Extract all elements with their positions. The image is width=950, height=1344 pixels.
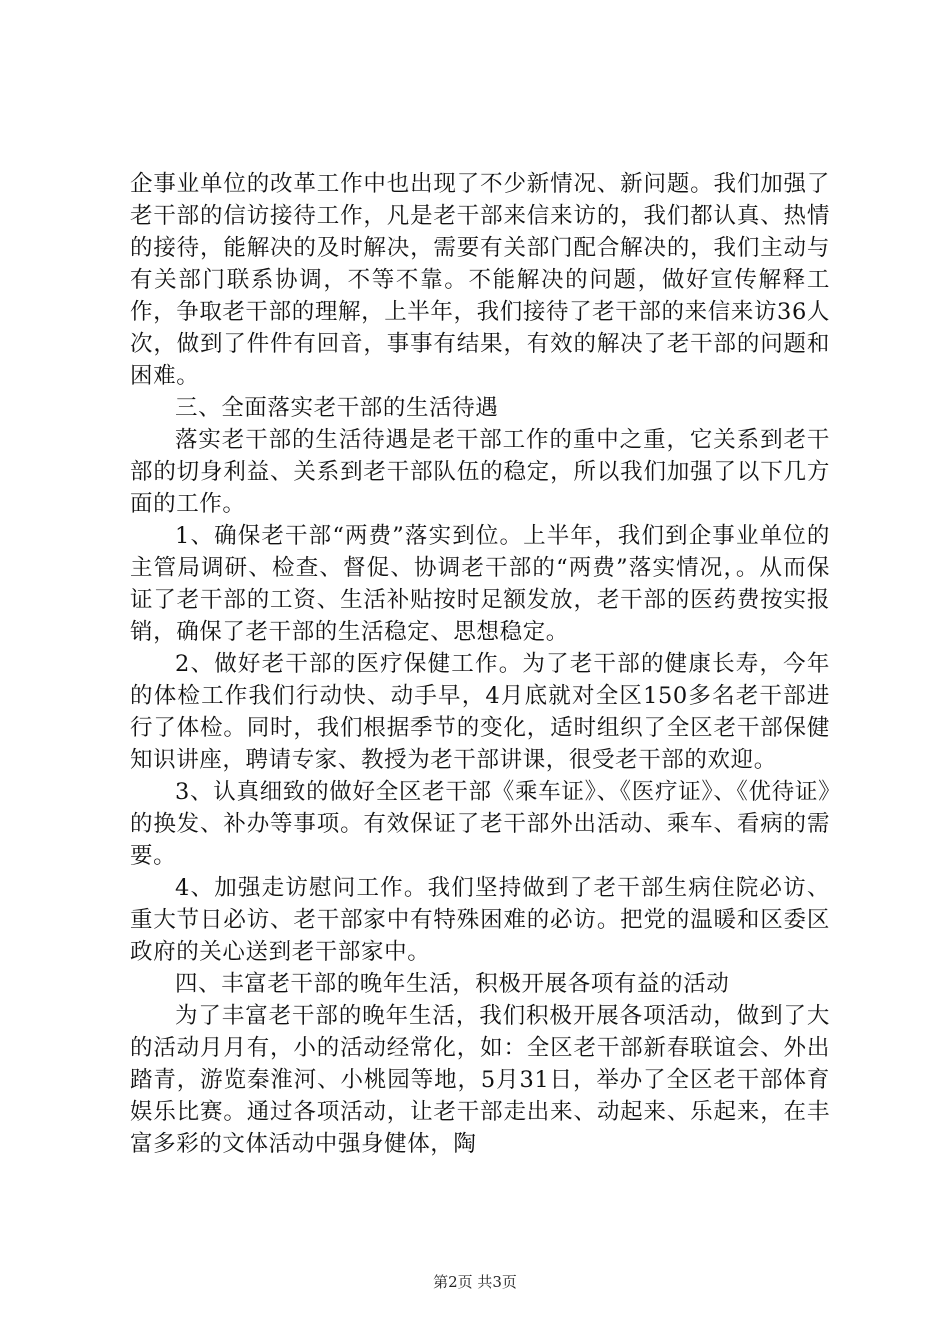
section-heading-3: 三、全面落实老干部的生活待遇 [175, 395, 499, 421]
paragraph-activities: 为了丰富老干部的晚年生活，我们积极开展各项活动，做到了大的活动月月有，小的活动经常化，如：全区老干部新春联谊会、外出踏青，游览秦淮河、小桃园等地，5月31日，举办了全区老干部体育娱乐比赛。通过各项活动，让老干部走出来、动起来、乐起来，在丰富多彩的文体活动中强身健体，陶 [130, 1003, 830, 1157]
paragraph-continued: 企事业单位的改革工作中也出现了不少新情况、新问题。我们加强了老干部的信访接待工作，凡是老干部来信来访的，我们都认真、热情的接待，能解决的及时解决，需要有关部门配合解决的，我们主动与有关部门联系协调，不等不靠。不能解决的问题，做好宣传解释工作，争取老干部的理解，上半年，我们接待了老干部的来信来访36人次，做到了件件有回音，事事有结果，有效的解决了老干部的问题和困难。 [130, 171, 830, 389]
paragraph-item-1: 1、确保老干部“两费”落实到位。上半年，我们到企事业单位的主管局调研、检查、督促、协调老干部的“两费”落实情况，。从而保证了老干部的工资、生活补贴按时足额发放，老干部的医药费按实报销，确保了老干部的生活稳定、思想稳定。 [130, 523, 830, 645]
paragraph-item-3: 3、认真细致的做好全区老干部《乘车证》、《医疗证》、《优待证》的换发、补办等事项。有效保证了老干部外出活动、乘车、看病的需要。 [130, 779, 830, 869]
section-heading-4: 四、丰富老干部的晚年生活，积极开展各项有益的活动 [175, 971, 730, 997]
paragraph-item-2: 2、做好老干部的医疗保健工作。为了老干部的健康长寿，今年的体检工作我们行动快、动手早，4月底就对全区150多名老干部进行了体检。同时，我们根据季节的变化，适时组织了全区老干部保健知识讲座，聘请专家、教授为老干部讲课，很受老干部的欢迎。 [130, 651, 830, 773]
page-footer: 第2页 共3页 [433, 1273, 517, 1291]
paragraph-living-treatment-intro: 落实老干部的生活待遇是老干部工作的重中之重，它关系到老干部的切身利益、关系到老干部队伍的稳定，所以我们加强了以下几方面的工作。 [130, 427, 830, 517]
document-body [130, 168, 830, 1160]
paragraph-item-4: 4、加强走访慰问工作。我们坚持做到了老干部生病住院必访、重大节日必访、老干部家中有特殊困难的必访。把党的温暖和区委区政府的关心送到老干部家中。 [130, 875, 830, 965]
